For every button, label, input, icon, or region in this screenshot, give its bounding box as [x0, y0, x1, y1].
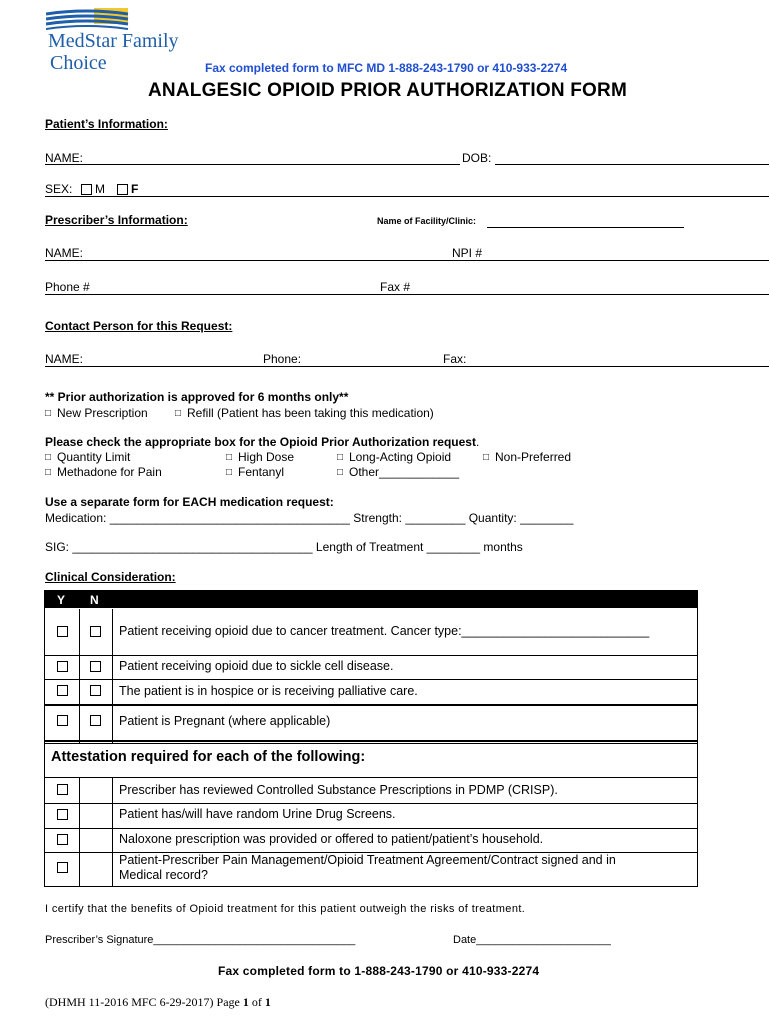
clinical-table	[44, 590, 698, 744]
attest3-checkbox[interactable]	[57, 834, 68, 845]
methadone-label: Methadone for Pain	[57, 465, 162, 479]
page-title: ANALGESIC OPIOID PRIOR AUTHORIZATION FORM	[148, 80, 627, 101]
logo-wave-icon	[46, 8, 130, 32]
contact-field[interactable]	[45, 366, 769, 367]
clinical-row-hospice: The patient is in hospice or is receiving palliative care.	[119, 684, 418, 698]
new-rx-label: New Prescription	[57, 406, 148, 420]
contact-fax-label: Fax:	[443, 352, 467, 366]
fentanyl-label: Fentanyl	[238, 465, 285, 479]
other-checkbox[interactable]: □	[337, 467, 344, 478]
clinical-header-bar	[45, 591, 697, 608]
new-rx-checkbox[interactable]: □	[45, 408, 52, 419]
contact-phone-label: Phone:	[263, 352, 302, 366]
fentanyl-checkbox[interactable]: □	[226, 467, 233, 478]
quantity-limit-label: Quantity Limit	[57, 450, 131, 464]
fax-banner: Fax completed form to MFC MD 1-888-243-1790 or 410-933-2274	[205, 61, 568, 75]
non-preferred-checkbox[interactable]: □	[483, 452, 490, 463]
quantity-limit-checkbox[interactable]: □	[45, 452, 52, 463]
col-n-label: N	[90, 593, 99, 607]
medication-heading: Use a separate form for EACH medication request:	[45, 495, 334, 509]
npi-label: NPI #	[452, 246, 483, 260]
prescriber-name-label: NAME:	[45, 246, 84, 260]
form-id: (DHMH 11-2016 MFC 6-29-2017) Page 1 of 1	[45, 995, 271, 1009]
row1-yes-checkbox[interactable]	[57, 626, 68, 637]
attestation-heading: Attestation required for each of the following:	[51, 749, 366, 765]
long-acting-checkbox[interactable]: □	[337, 452, 344, 463]
date-field[interactable]: Date______________________	[453, 934, 611, 946]
refill-checkbox[interactable]: □	[175, 408, 182, 419]
other-label[interactable]: Other____________	[349, 465, 460, 479]
patient-name-field[interactable]	[45, 164, 460, 165]
sex-f-checkbox[interactable]	[117, 184, 128, 195]
row3-no-checkbox[interactable]	[90, 685, 101, 696]
attest-naloxone: Naloxone prescription was provided or offered to patient/patient’s household.	[119, 832, 544, 846]
sex-m-label: M	[95, 182, 105, 196]
facility-field[interactable]	[487, 227, 684, 228]
high-dose-checkbox[interactable]: □	[226, 452, 233, 463]
patient-dob-field[interactable]	[495, 164, 769, 165]
patient-dob-label: DOB:	[462, 151, 492, 165]
high-dose-label: High Dose	[238, 450, 295, 464]
signature-field[interactable]: Prescriber’s Signature_________________________________	[45, 934, 356, 946]
row2-no-checkbox[interactable]	[90, 661, 101, 672]
prescriber-fax-label: Fax #	[380, 280, 411, 294]
sex-f-label: F	[131, 182, 139, 196]
row2-yes-checkbox[interactable]	[57, 661, 68, 672]
approval-notice: ** Prior authorization is approved for 6 months only**	[45, 390, 349, 404]
attest1-checkbox[interactable]	[57, 784, 68, 795]
attest-urine-screen: Patient has/will have random Urine Drug Screens.	[119, 807, 396, 821]
contact-heading: Contact Person for this Request:	[45, 319, 233, 333]
attest-agreement-line1: Patient-Prescriber Pain Management/Opioid Treatment Agreement/Contract signed and in	[119, 853, 616, 867]
patient-sex-label: SEX:	[45, 182, 73, 196]
clinical-row-cancer: Patient receiving opioid due to cancer treatment. Cancer type:___________________________	[119, 624, 650, 638]
prescriber-phone-label: Phone #	[45, 280, 90, 294]
refill-label: Refill (Patient has been taking this medication)	[187, 406, 434, 420]
prescriber-heading: Prescriber’s Information:	[45, 213, 188, 227]
request-type-heading: Please check the appropriate box for the Opioid Prior Authorization request.	[45, 435, 480, 449]
clinical-row-sickle-cell: Patient receiving opioid due to sickle cell disease.	[119, 659, 394, 673]
fax-footer: Fax completed form to 1-888-243-1790 or 410-933-2274	[218, 964, 540, 978]
attest-agreement-line2: Medical record?	[119, 868, 208, 882]
sex-m-checkbox[interactable]	[81, 184, 92, 195]
medication-line[interactable]: Medication: ____________________________________ Strength: _________ Quantity: ________	[45, 511, 574, 525]
attestation-table	[44, 740, 698, 887]
sex-underline	[45, 196, 769, 197]
attest2-checkbox[interactable]	[57, 809, 68, 820]
clinical-heading: Clinical Consideration:	[45, 570, 176, 584]
patient-heading: Patient’s Information:	[45, 117, 168, 131]
col-y-label: Y	[57, 593, 66, 607]
certify-statement: I certify that the benefits of Opioid treatment for this patient outweigh the risks of treatment.	[45, 903, 526, 915]
long-acting-label: Long-Acting Opioid	[349, 450, 452, 464]
contact-name-label: NAME:	[45, 352, 84, 366]
methadone-checkbox[interactable]: □	[45, 467, 52, 478]
prescriber-name-field[interactable]	[45, 260, 769, 261]
logo-line1: MedStar Family	[48, 30, 179, 52]
row1-no-checkbox[interactable]	[90, 626, 101, 637]
non-preferred-label: Non-Preferred	[495, 450, 572, 464]
prescriber-phone-field[interactable]	[45, 294, 769, 295]
row4-no-checkbox[interactable]	[90, 715, 101, 726]
row3-yes-checkbox[interactable]	[57, 685, 68, 696]
patient-name-label: NAME:	[45, 151, 84, 165]
facility-label: Name of Facility/Clinic:	[377, 216, 477, 226]
clinical-row-pregnant: Patient is Pregnant (where applicable)	[119, 714, 331, 728]
attest4-checkbox[interactable]	[57, 862, 68, 873]
row4-yes-checkbox[interactable]	[57, 715, 68, 726]
sig-line[interactable]: SIG: ____________________________________ Length of Treatment ________ months	[45, 540, 523, 554]
logo-line2: Choice	[50, 52, 107, 74]
attest-pdmp: Prescriber has reviewed Controlled Substance Prescriptions in PDMP (CRISP).	[119, 783, 558, 797]
logo	[46, 8, 206, 72]
